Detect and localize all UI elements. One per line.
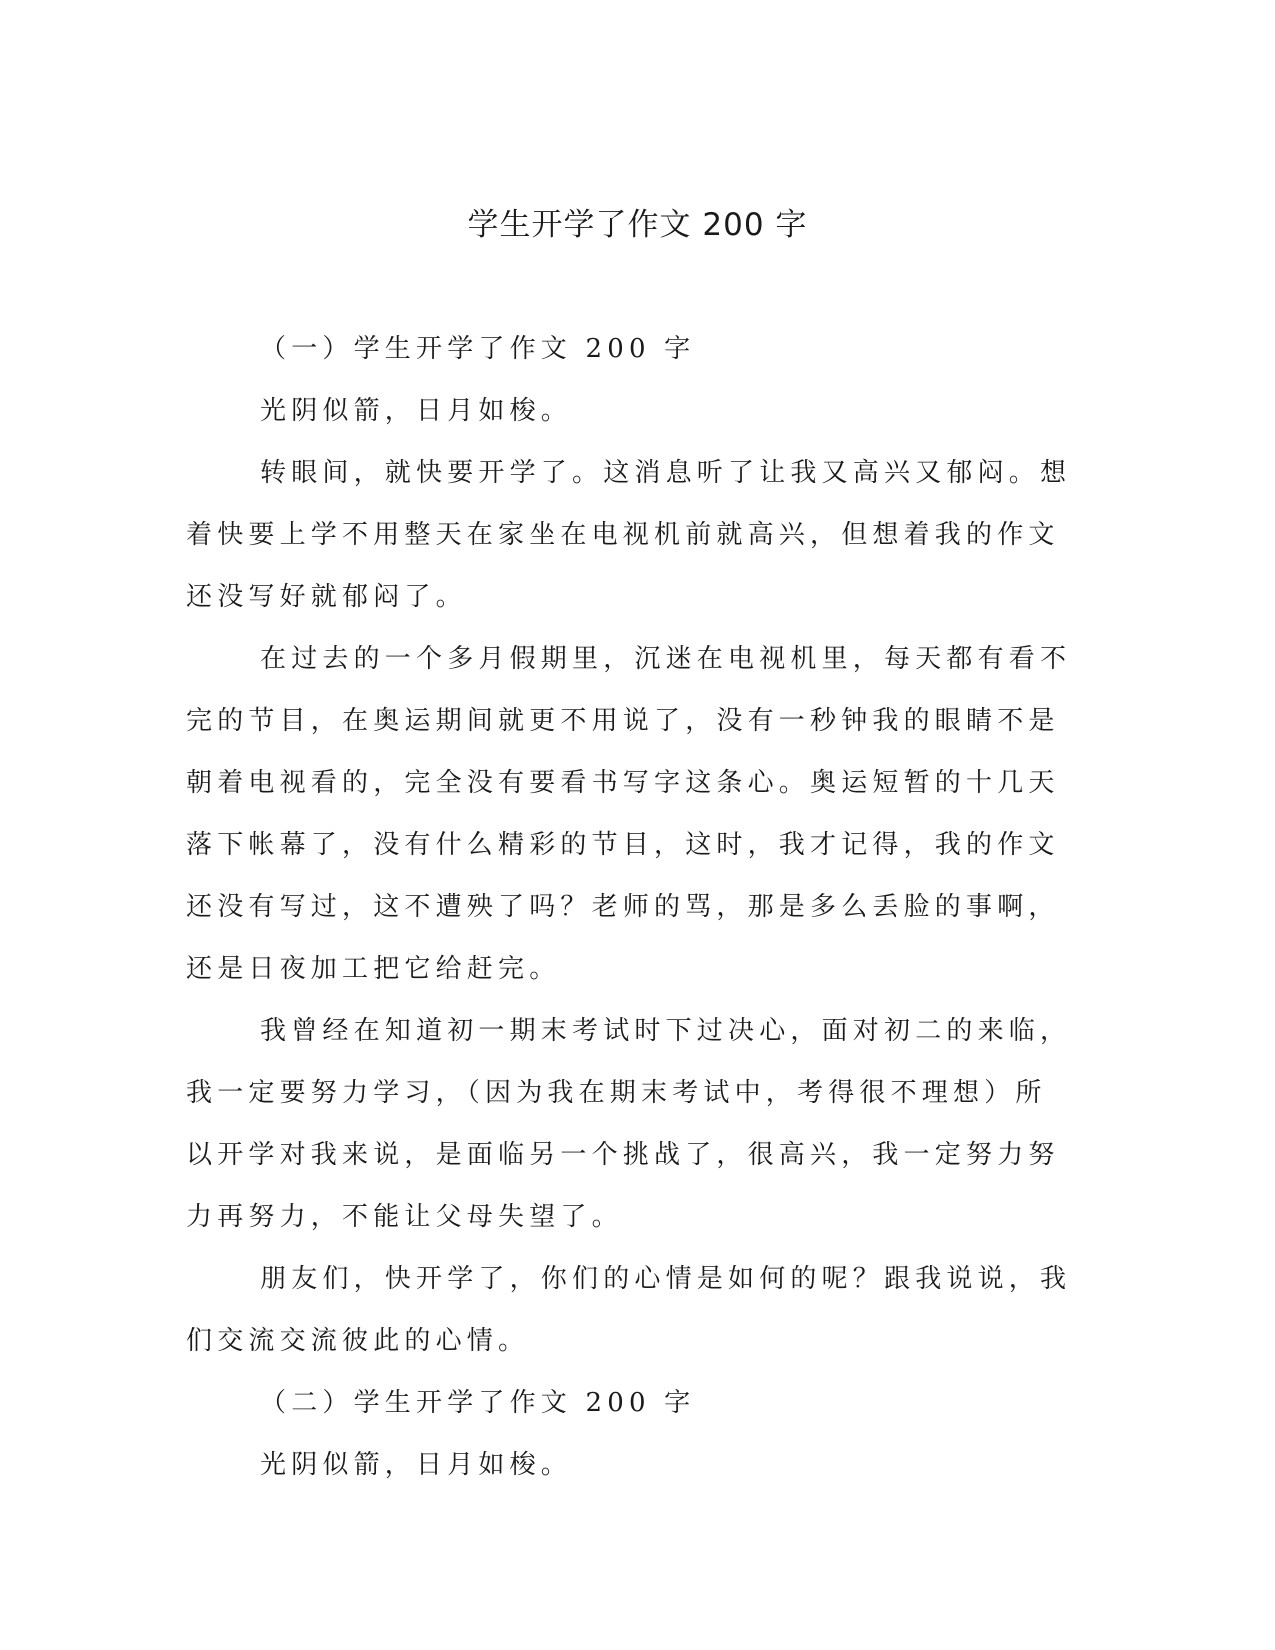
paragraph: 光阴似箭，日月如梭。 [260,1450,573,1480]
paragraph: 朋友们，快开学了，你们的心情是如何的呢？跟我说说，我们交流交流彼此的心情。 [186,1264,1072,1356]
paragraph: 光阴似箭，日月如梭。 [260,396,573,426]
section-heading-1: （一）学生开学了作文 200 字 [260,334,696,364]
document-body [186,318,1076,1496]
document-title: 学生开学了作文 200 字 [467,207,808,243]
paragraph: 转眼间，就快要开学了。这消息听了让我又高兴又郁闷。想着快要上学不用整天在家坐在电视机前就高兴，但想着我的作文还没写好就郁闷了。 [186,458,1072,612]
paragraph: 在过去的一个多月假期里，沉迷在电视机里，每天都有看不完的节目，在奥运期间就更不用说了，没有一秒钟我的眼睛不是朝着电视看的，完全没有要看书写字这条心。奥运短暂的十几天落下帐幕了，没有什么精彩的节目，这时，我才记得，我的作文还没有写过，这不遭殃了吗？老师的骂，那是多么丢脸的事啊，还是日夜加工把它给赶完。 [186,644,1072,984]
section-heading-2: （二）学生开学了作文 200 字 [260,1388,696,1418]
paragraph: 我曾经在知道初一期末考试时下过决心，面对初二的来临，我一定要努力学习，（因为我在期末考试中，考得很不理想）所以开学对我来说，是面临另一个挑战了，很高兴，我一定努力努力再努力，不能让父母失望了。 [186,1016,1072,1232]
